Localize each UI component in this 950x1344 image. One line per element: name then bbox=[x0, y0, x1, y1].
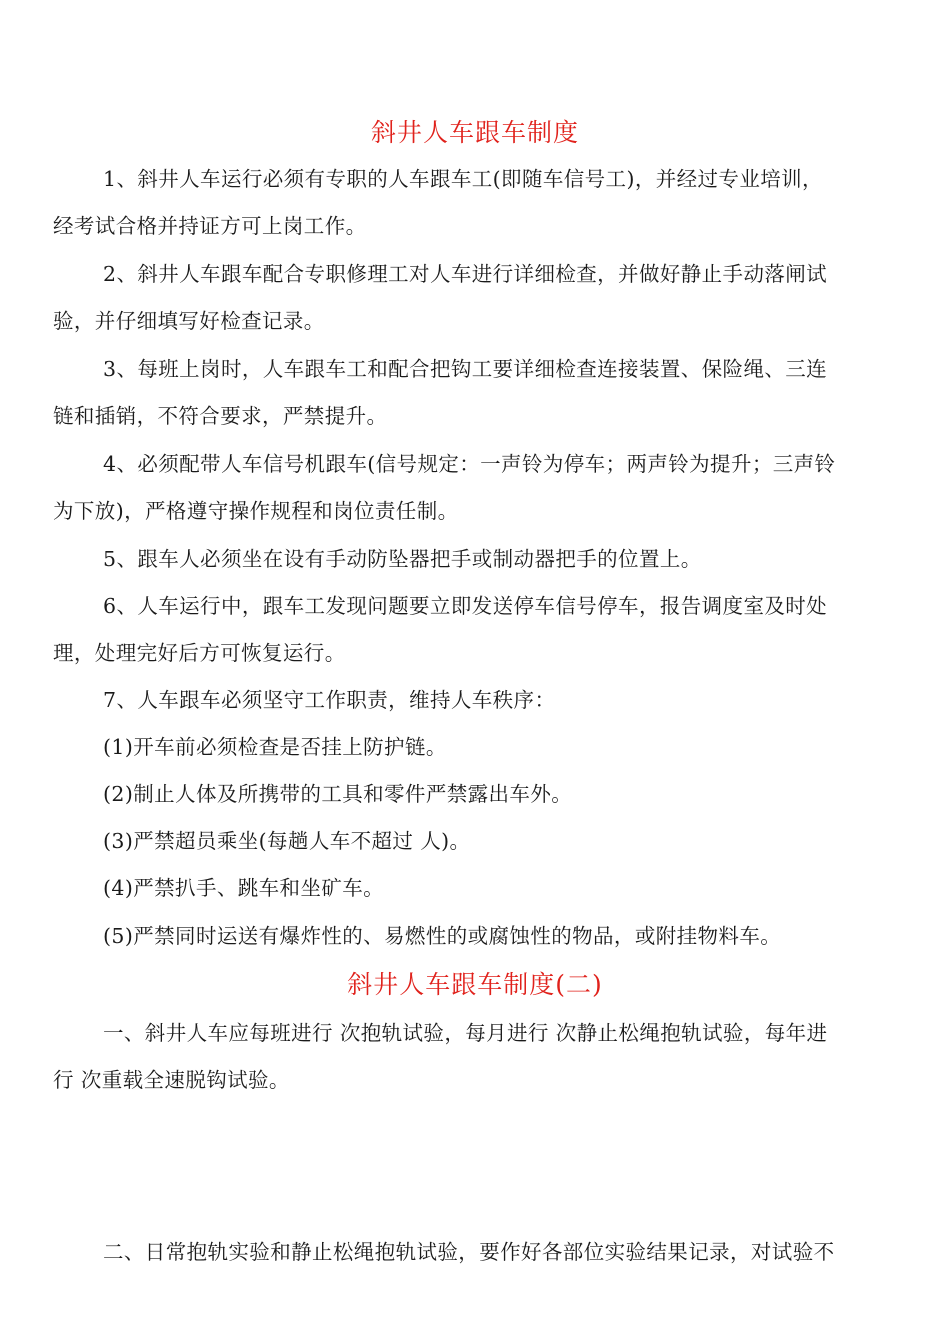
paragraph-7: 7、人车跟车必须坚守工作职责，维持人车秩序： bbox=[103, 688, 556, 712]
rule-item-1: (1)开车前必须检查是否挂上防护链。 bbox=[103, 735, 447, 759]
paragraph-1-line-2: 经考试合格并持证方可上岗工作。 bbox=[53, 214, 367, 238]
paragraph-3-line-2: 链和插销，不符合要求，严禁提升。 bbox=[53, 404, 388, 428]
paragraph-2-line-1: 2、斜井人车跟车配合专职修理工对人车进行详细检查，并做好静止手动落闸试 bbox=[103, 262, 828, 286]
paragraph-5: 5、跟车人必须坐在设有手动防坠器把手或制动器把手的位置上。 bbox=[103, 547, 702, 571]
paragraph-1-line-1: 1、斜井人车运行必须有专职的人车跟车工(即随车信号工)，并经过专业培训， bbox=[103, 167, 823, 191]
rule-item-4: (4)严禁扒手、跳车和坐矿车。 bbox=[103, 876, 385, 900]
section-2-paragraph-1-line-1: 一、斜井人车应每班进行 次抱轨试验，每月进行 次静止松绳抱轨试验，每年进 bbox=[103, 1021, 828, 1045]
paragraph-4-line-2: 为下放)，严格遵守操作规程和岗位责任制。 bbox=[53, 499, 459, 523]
section-2-paragraph-2-line-1: 二、日常抱轨实验和静止松绳抱轨试验，要作好各部位实验结果记录，对试验不 bbox=[103, 1240, 835, 1264]
paragraph-6-line-2: 理，处理完好后方可恢复运行。 bbox=[53, 641, 346, 665]
rule-item-3: (3)严禁超员乘坐(每趟人车不超过 人)。 bbox=[103, 829, 471, 853]
paragraph-4-line-1: 4、必须配带人车信号机跟车(信号规定：一声铃为停车；两声铃为提升；三声铃 bbox=[103, 452, 836, 476]
rule-item-5: (5)严禁同时运送有爆炸性的、易燃性的或腐蚀性的物品，或附挂物料车。 bbox=[103, 924, 782, 948]
paragraph-3-line-1: 3、每班上岗时，人车跟车工和配合把钩工要详细检查连接装置、保险绳、三连 bbox=[103, 357, 828, 381]
section-1-title: 斜井人车跟车制度 bbox=[370, 118, 579, 147]
rule-item-2: (2)制止人体及所携带的工具和零件严禁露出车外。 bbox=[103, 782, 573, 806]
paragraph-2-line-2: 验，并仔细填写好检查记录。 bbox=[53, 309, 325, 333]
section-2-title: 斜井人车跟车制度(二) bbox=[347, 970, 603, 999]
section-2-paragraph-1-line-2: 行 次重载全速脱钩试验。 bbox=[53, 1068, 290, 1092]
paragraph-6-line-1: 6、人车运行中，跟车工发现问题要立即发送停车信号停车，报告调度室及时处 bbox=[103, 594, 828, 618]
